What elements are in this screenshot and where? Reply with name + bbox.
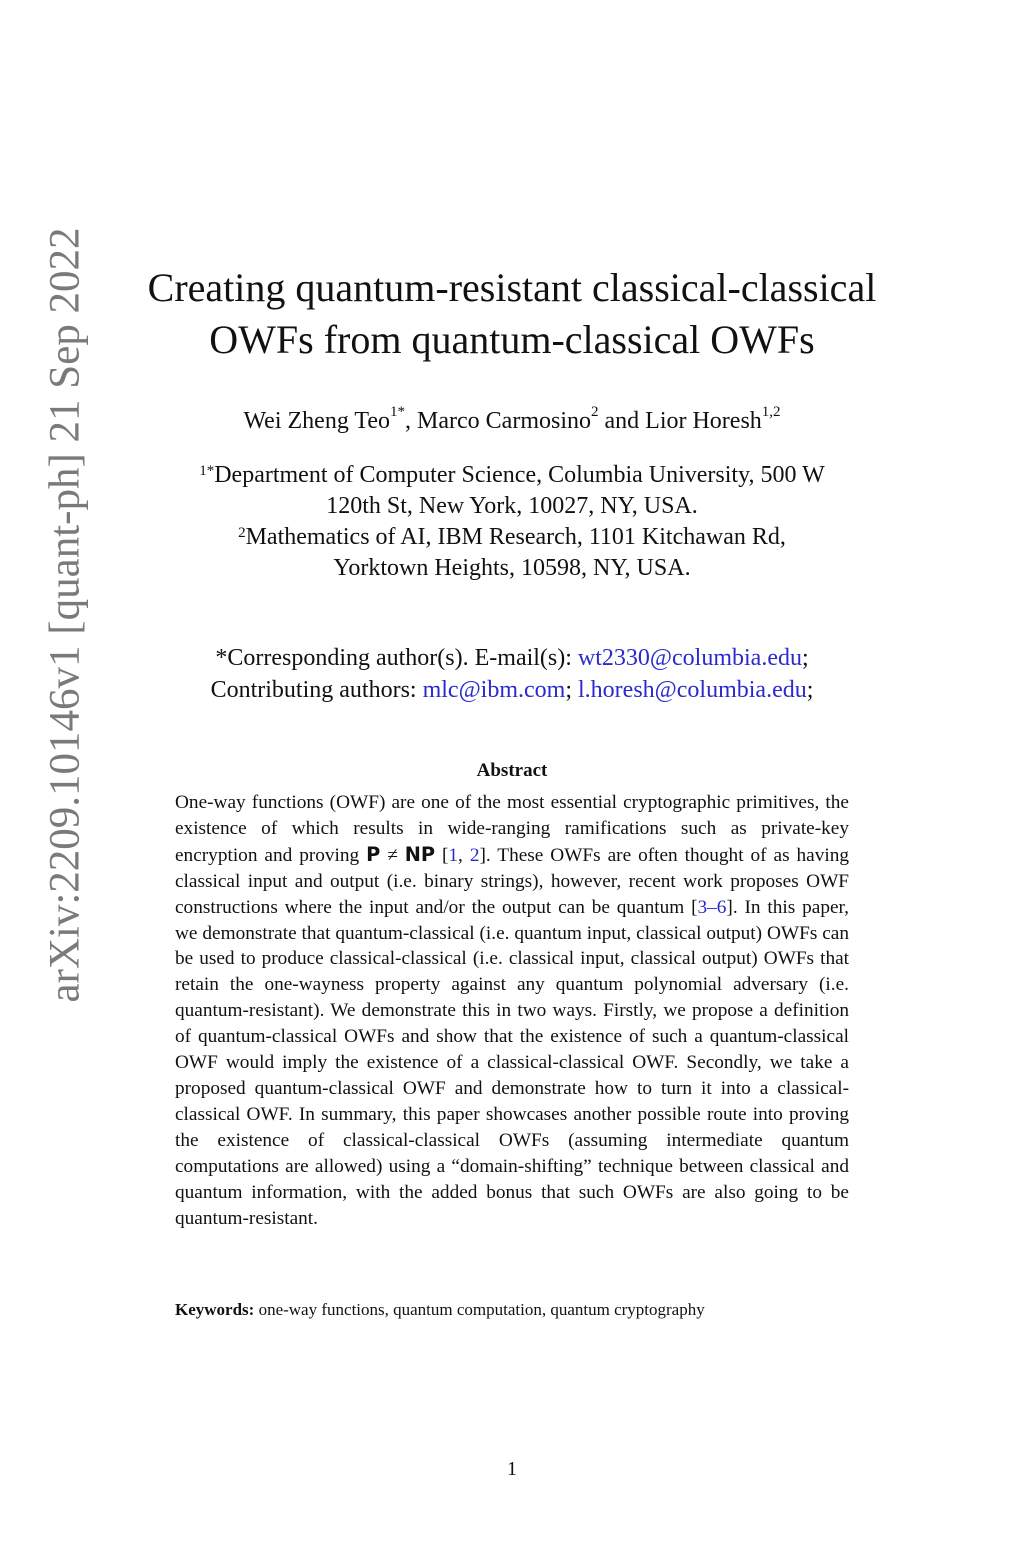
citation-link-2[interactable]: 2	[469, 844, 480, 866]
abstract-heading: Abstract	[476, 760, 548, 781]
abstract-body	[175, 790, 849, 1231]
affiliation-1-line-2: 120th St, New York, 10027, NY, USA.	[326, 493, 698, 519]
keywords	[175, 1300, 849, 1320]
affiliation-mark: 2	[238, 525, 246, 541]
keywords-label: Keywords:	[175, 1300, 255, 1319]
page-number: 1	[507, 1458, 517, 1480]
email-link-contributor-1[interactable]: mlc@ibm.com	[422, 677, 566, 703]
affiliations	[130, 460, 894, 584]
citation-bracket: [	[435, 844, 449, 866]
abstract-text: ]. These OWFs are often thought of as having classical input and output (i.e. binary strings), however, recent work proposes OWF constructions where the input and/or the output can be quantum [	[175, 844, 849, 918]
separator: ;	[565, 677, 579, 703]
abstract-text: One-way functions (OWF) are one of the most essential cryptographic primitives, the existence of which results in wide-ranging ramifications such as private-key encryption and proving	[175, 792, 849, 866]
affiliation-2-line-1: Mathematics of AI, IBM Research, 1101 Kitchawan Rd,	[245, 524, 786, 550]
author-name: Wei Zheng Teo	[243, 408, 391, 434]
keywords-text: one-way functions, quantum computation, quantum cryptography	[254, 1300, 705, 1319]
author-affil-mark: 2	[591, 404, 599, 420]
contributing-label: Contributing authors:	[210, 677, 423, 703]
correspondence	[130, 642, 894, 706]
separator: ;	[801, 645, 809, 671]
affiliation-1-line-1: Department of Computer Science, Columbia University, 500 W	[214, 462, 825, 488]
title-line-2: OWFs from quantum-classical OWFs	[209, 317, 815, 362]
math-neq: ≠	[380, 844, 405, 866]
author-affil-mark: 1,2	[761, 404, 781, 420]
arxiv-identifier: arXiv:2209.10146v1 [quant-ph] 21 Sep 2022	[41, 227, 89, 1003]
math-p: P	[366, 842, 381, 866]
title-line-1: Creating quantum-resistant classical-classical	[147, 265, 877, 310]
author-affil-mark: 1*	[390, 404, 406, 420]
math-np: NP	[404, 842, 436, 866]
citation-link-1[interactable]: 1	[448, 844, 459, 866]
separator: ;	[806, 677, 814, 703]
affiliation-mark: 1*	[199, 463, 215, 479]
citation-separator: ,	[458, 844, 470, 866]
author-list	[130, 404, 894, 435]
abstract-text: ]. In this paper, we demonstrate that quantum-classical (i.e. quantum input, classical output) OWFs can be used to produce classical-classical (i.e. classical input, classical output) OWFs that retain the one-wayness property against any quantum polynomial adversary (i.e. quantum-resistant). We demonstrate this in two ways. Firstly, we propose a definition of quantum-classical OWFs and show that the existence of such a quantum-classical OWF would imply the existence of a classical-classical OWF. Secondly, we take a proposed quantum-classical OWF and demonstrate how to turn it into a classical-classical OWF. In summary, this paper showcases another possible route into proving the existence of classical-classical OWFs (assuming intermediate quantum computations are allowed) using a “domain-shifting” technique between classical and quantum information, with the added bonus that such OWFs are also going to be quantum-resistant.	[175, 896, 849, 1229]
paper-title	[130, 262, 894, 366]
author-name: and Lior Horesh	[598, 408, 762, 434]
arxiv-sidebar	[35, 180, 95, 1050]
affiliation-2-line-2: Yorktown Heights, 10598, NY, USA.	[333, 555, 691, 581]
corresponding-label: *Corresponding author(s). E-mail(s):	[215, 645, 578, 671]
email-link-corresponding[interactable]: wt2330@columbia.edu	[577, 645, 802, 671]
email-link-contributor-2[interactable]: l.horesh@columbia.edu	[578, 677, 807, 703]
citation-link-3-6[interactable]: 3–6	[697, 896, 727, 918]
author-name: , Marco Carmosino	[405, 408, 591, 434]
